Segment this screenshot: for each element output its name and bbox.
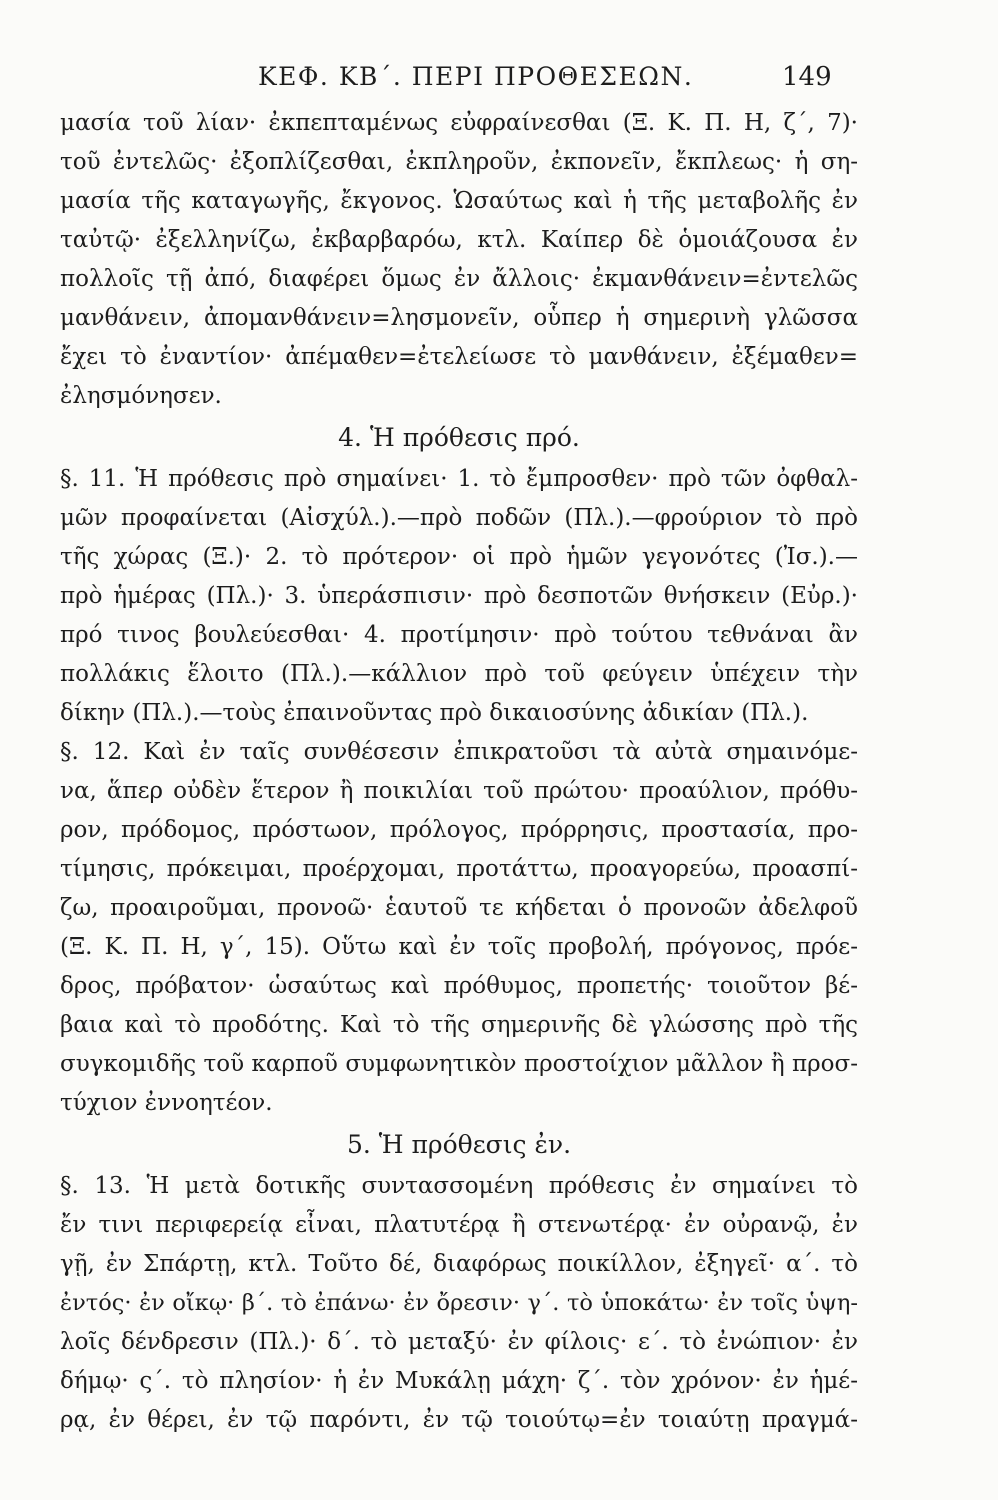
text-line: δρος, πρόβατον· ὡσαύτως καὶ πρόθυμος, προπετής· τοιοῦτον βέ- [60,973,858,999]
text-line: λοῖς δένδρεσιν (Πλ.)· δ΄. τὸ μεταξύ· ἐν φίλοις· ε΄. τὸ ἐνώπιον· ἐν [60,1329,858,1355]
text-line: ἐντός· ἐν οἴκῳ· β΄. τὸ ἐπάνω· ἐν ὄρεσιν· γ΄. τὸ ὑποκάτω· ἐν τοῖς ὑψη- [60,1290,858,1316]
text-line: τύχιον ἐννοητέον. [60,1090,273,1116]
text-line: δήμῳ· ς΄. τὸ πλησίον· ἡ ἐν Μυκάλῃ μάχη· ζ΄. τὸν χρόνον· ἐν ἡμέ- [60,1368,858,1394]
text-line: γῇ, ἐν Σπάρτῃ, κτλ. Τοῦτο δέ, διαφόρως ποικίλλον, ἐξηγεῖ· α΄. τὸ [60,1251,858,1277]
text-line: ρον, πρόδομος, πρόστωον, πρόλογος, πρόρρησις, προστασία, προ- [60,817,858,843]
text-line: πολλοῖς τῇ ἀπό, διαφέρει ὅμως ἐν ἄλλοις· ἐκμανθάνειν=ἐντελῶς [60,266,858,292]
section-heading: 4. Ἡ πρόθεσις πρό. [338,423,580,452]
section-heading: 5. Ἡ πρόθεσις ἐν. [346,1130,572,1159]
text-line: βαια καὶ τὸ προδότης. Καὶ τὸ τῆς σημερινῆς δὲ γλώσσης πρὸ τῆς [60,1012,858,1038]
text-line: πολλάκις ἕλοιτο (Πλ.).—κάλλιον πρὸ τοῦ φεύγειν ὑπέχειν τὴν [60,661,858,687]
text-line: ἔν τινι περιφερείᾳ εἶναι, πλατυτέρᾳ ἢ στενωτέρᾳ· ἐν οὐρανῷ, ἐν [60,1212,858,1238]
body-text [60,104,858,1440]
text-line: §. 12. Καὶ ἐν ταῖς συνθέσεσιν ἐπικρατοῦσι τὰ αὐτὰ σημαινόμε- [60,739,858,765]
text-line: §. 11. Ἡ πρόθεσις πρὸ σημαίνει· 1. τὸ ἔμπροσθεν· πρὸ τῶν ὀφθαλ- [60,466,858,492]
text-line: ἔχει τὸ ἐναντίον· ἀπέμαθεν=ἐτελείωσε τὸ μανθάνειν, ἐξέμαθεν= [60,344,858,370]
text-line: ρᾳ, ἐν θέρει, ἐν τῷ παρόντι, ἐν τῷ τοιούτῳ=ἐν τοιαύτῃ πραγμά- [60,1407,858,1433]
text-line: πρὸ ἡμέρας (Πλ.)· 3. ὑπεράσπισιν· πρὸ δεσποτῶν θνήσκειν (Εὐρ.)· [60,583,858,609]
text-line: να, ἅπερ οὐδὲν ἕτερον ἢ ποικιλίαι τοῦ πρώτου· προαύλιον, πρόθυ- [60,778,858,804]
text-line: τίμησις, πρόκειμαι, προέρχομαι, προτάττω, προαγορεύω, προασπί- [60,856,858,882]
page-number: 149 [782,62,832,92]
text-line: πρό τινος βουλεύεσθαι· 4. προτίμησιν· πρὸ τούτου τεθνάναι ἂν [60,622,858,648]
text-line: μανθάνειν, ἀπομανθάνειν=λησμονεῖν, οὗπερ ἡ σημερινὴ γλῶσσα [60,305,858,331]
text-line: §. 13. Ἡ μετὰ δοτικῆς συντασσομένη πρόθεσις ἐν σημαίνει τὸ [60,1173,858,1199]
text-line: τῆς χώρας (Ξ.)· 2. τὸ πρότερον· οἱ πρὸ ἡμῶν γεγονότες (Ἰσ.).— [60,544,858,570]
text-line: ζω, προαιροῦμαι, προνοῶ· ἑαυτοῦ τε κήδεται ὁ προνοῶν ἀδελφοῦ [60,895,858,921]
page-header [0,62,998,102]
text-line: μασία τῆς καταγωγῆς, ἔκγονος. Ὡσαύτως καὶ ἡ τῆς μεταβολῆς ἐν [60,188,858,214]
text-line: δίκην (Πλ.).—τοὺς ἐπαινοῦντας πρὸ δικαιοσύνης ἀδικίαν (Πλ.). [60,700,809,726]
text-line: τοῦ ἐντελῶς· ἐξοπλίζεσθαι, ἐκπληροῦν, ἐκπονεῖν, ἔκπλεως· ἡ ση- [60,149,858,175]
text-line: συγκομιδῆς τοῦ καρποῦ συμφωνητικὸν προστοίχιον μᾶλλον ἢ προσ- [60,1051,858,1077]
text-line: ταὐτῷ· ἐξελληνίζω, ἐκβαρβαρόω, κτλ. Καίπερ δὲ ὁμοιάζουσα ἐν [60,227,858,253]
text-line: μασία τοῦ λίαν· ἐκπεπταμένως εὐφραίνεσθαι (Ξ. Κ. Π. Η, ζ΄, 7)· [60,110,858,136]
running-head: ΚΕΦ. ΚΒ΄. ΠΕΡΙ ΠΡΟΘΕΣΕΩΝ. [258,62,694,91]
text-line: μῶν προφαίνεται (Αἰσχύλ.).—πρὸ ποδῶν (Πλ.).—φρούριον τὸ πρὸ [60,505,858,531]
text-line: (Ξ. Κ. Π. Η, γ΄, 15). Οὕτω καὶ ἐν τοῖς προβολή, πρόγονος, πρόε- [60,934,858,960]
text-line: ἐλησμόνησεν. [60,383,222,409]
